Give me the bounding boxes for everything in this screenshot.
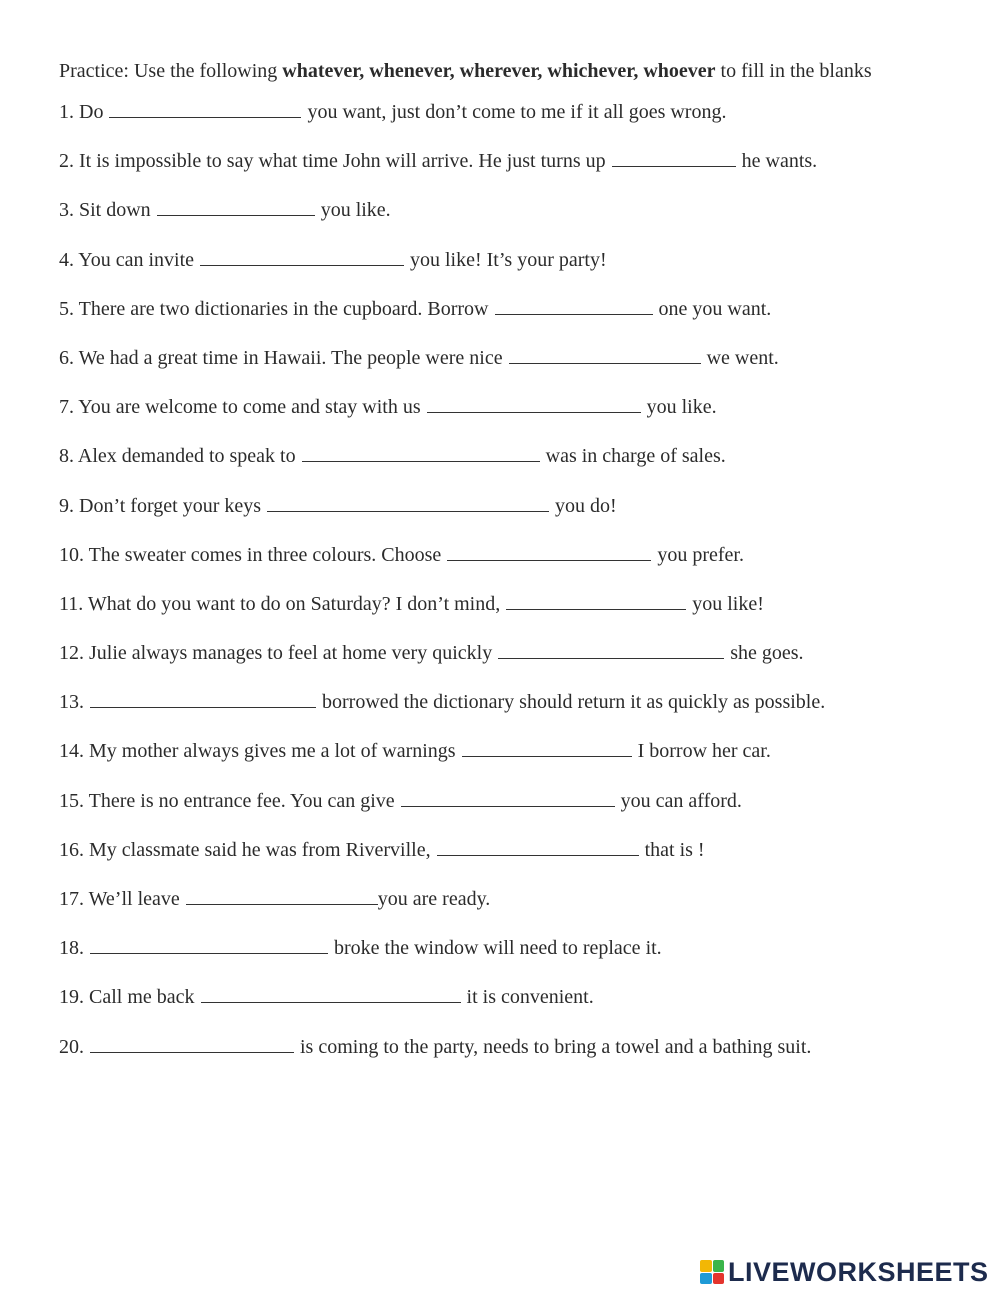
- question-9: [59, 491, 959, 540]
- question-14: [59, 736, 959, 785]
- question-11: [59, 589, 959, 638]
- answer-blank[interactable]: [90, 935, 328, 954]
- question-text: one you want.: [658, 297, 772, 320]
- question-4: [59, 245, 959, 294]
- logo-square-1: [700, 1260, 712, 1272]
- answer-blank[interactable]: [495, 296, 653, 315]
- question-text: 12. Julie always manages to feel at home very quickly: [59, 642, 493, 665]
- worksheet: [59, 58, 959, 1081]
- answer-blank[interactable]: [437, 837, 639, 856]
- question-text: I borrow her car.: [637, 740, 771, 763]
- question-text: 14. My mother always gives me a lot of warnings: [59, 740, 456, 763]
- answer-blank[interactable]: [427, 394, 641, 413]
- liveworksheets-logo[interactable]: [700, 1257, 989, 1287]
- question-text: it is convenient.: [466, 986, 594, 1009]
- question-text: that is !: [644, 838, 705, 861]
- answer-blank[interactable]: [506, 591, 686, 610]
- question-text: broke the window will need to replace it.: [334, 937, 662, 960]
- question-text: you like.: [646, 396, 717, 419]
- instructions: [59, 58, 959, 85]
- question-text: was in charge of sales.: [545, 445, 726, 468]
- question-text: 18.: [59, 937, 84, 960]
- question-text: 2. It is impossible to say what time John will arrive. He just turns up: [59, 150, 606, 173]
- answer-blank[interactable]: [200, 247, 404, 266]
- question-text: you can afford.: [620, 789, 742, 812]
- answer-blank[interactable]: [267, 493, 549, 512]
- question-text: 11. What do you want to do on Saturday? I don’t mind,: [59, 592, 501, 615]
- question-text: 19. Call me back: [59, 986, 195, 1009]
- question-13: [59, 687, 959, 736]
- logo-square-4: [713, 1273, 725, 1285]
- question-text: she goes.: [730, 642, 804, 665]
- logo-square-2: [713, 1260, 725, 1272]
- question-19: [59, 982, 959, 1031]
- question-15: [59, 786, 959, 835]
- answer-blank[interactable]: [109, 99, 301, 118]
- question-text: 20.: [59, 1035, 84, 1058]
- question-1: [59, 97, 959, 146]
- question-text: 13.: [59, 691, 84, 714]
- answer-blank[interactable]: [447, 542, 651, 561]
- answer-blank[interactable]: [612, 148, 736, 167]
- question-18: [59, 933, 959, 982]
- answer-blank[interactable]: [498, 640, 724, 659]
- question-text: 10. The sweater comes in three colours. Choose: [59, 543, 442, 566]
- question-text: 15. There is no entrance fee. You can give: [59, 789, 395, 812]
- answer-blank[interactable]: [157, 197, 315, 216]
- question-17: [59, 884, 959, 933]
- instructions-suffix: to fill in the blanks: [715, 60, 872, 82]
- question-5: [59, 294, 959, 343]
- question-20: [59, 1032, 959, 1081]
- question-text: you like! It’s your party!: [410, 248, 607, 271]
- question-text: 4. You can invite: [59, 248, 194, 271]
- question-text: 9. Don’t forget your keys: [59, 494, 262, 517]
- question-text: 16. My classmate said he was from Riverville,: [59, 838, 431, 861]
- question-text: 1. Do: [59, 101, 104, 123]
- instructions-keywords: whatever, whenever, wherever, whichever, whoever: [282, 60, 716, 82]
- question-text: you like.: [320, 199, 391, 222]
- question-list: [59, 97, 959, 1081]
- question-10: [59, 540, 959, 589]
- question-text: you want, just don’t come to me if it all goes wrong.: [307, 101, 727, 123]
- question-text: 17. We’ll leave: [59, 888, 180, 910]
- answer-blank[interactable]: [462, 738, 632, 757]
- logo-grid-icon: [700, 1260, 724, 1284]
- question-text: borrowed the dictionary should return it as quickly as possible.: [322, 691, 826, 714]
- question-7: [59, 392, 959, 441]
- question-6: [59, 343, 959, 392]
- question-3: [59, 195, 959, 244]
- question-16: [59, 835, 959, 884]
- question-text: you like!: [692, 592, 764, 615]
- question-text: you prefer.: [657, 543, 744, 566]
- logo-text: LIVEWORKSHEETS: [728, 1256, 989, 1287]
- question-text: 7. You are welcome to come and stay with us: [59, 396, 421, 419]
- question-text: he wants.: [741, 150, 818, 173]
- question-text: you are ready.: [377, 888, 491, 910]
- instructions-prefix: Practice: Use the following: [59, 60, 283, 82]
- question-text: we went.: [706, 346, 779, 369]
- question-text: you do!: [555, 494, 617, 517]
- question-text: 5. There are two dictionaries in the cupboard. Borrow: [59, 297, 489, 320]
- answer-blank[interactable]: [509, 345, 701, 364]
- question-8: [59, 441, 959, 490]
- question-text: 8. Alex demanded to speak to: [59, 445, 296, 468]
- logo-square-3: [700, 1273, 712, 1285]
- answer-blank[interactable]: [90, 1034, 294, 1053]
- answer-blank[interactable]: [401, 788, 615, 807]
- answer-blank[interactable]: [302, 443, 540, 462]
- question-2: [59, 146, 959, 195]
- question-text: is coming to the party, needs to bring a towel and a bathing suit.: [300, 1035, 812, 1058]
- answer-blank[interactable]: [186, 886, 378, 905]
- question-text: 3. Sit down: [59, 199, 151, 222]
- answer-blank[interactable]: [90, 689, 316, 708]
- question-text: 6. We had a great time in Hawaii. The people were nice: [59, 346, 503, 369]
- question-12: [59, 638, 959, 687]
- answer-blank[interactable]: [201, 984, 461, 1003]
